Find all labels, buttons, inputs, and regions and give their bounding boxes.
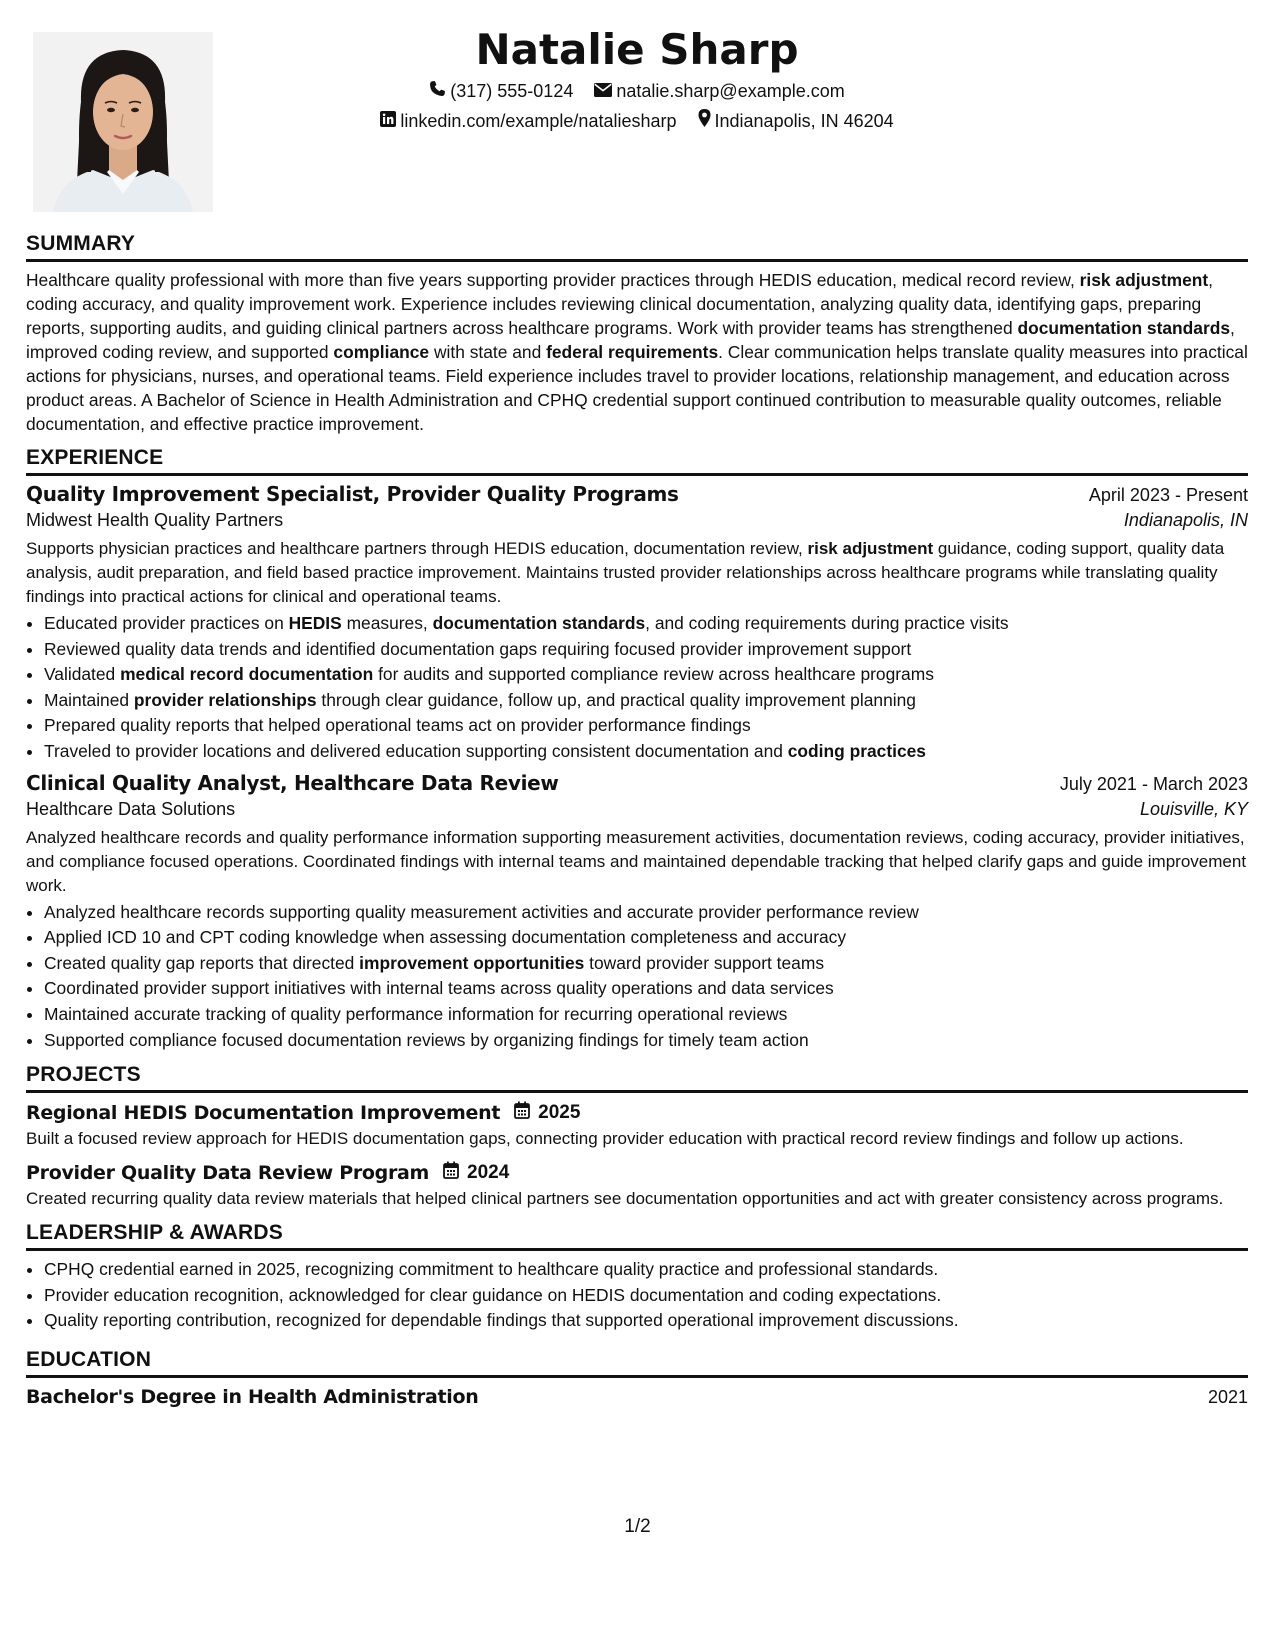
page-number: 1/2	[624, 1516, 651, 1537]
contact-linkedin[interactable]	[380, 106, 676, 136]
job-location: Louisville, KY	[1139, 798, 1248, 819]
education-year: 2021	[1207, 1386, 1248, 1407]
section-title-experience: EXPERIENCE	[26, 446, 1248, 476]
job-entry	[26, 771, 1248, 1054]
experience-section	[26, 446, 1248, 1053]
job-company: Midwest Health Quality Partners	[26, 510, 284, 530]
calendar-icon	[443, 1161, 459, 1184]
job-title: Clinical Quality Analyst, Healthcare Data Review	[26, 770, 559, 795]
candidate-name: Natalie Sharp	[475, 25, 799, 74]
project-entry	[26, 1101, 1248, 1151]
education-section	[26, 1348, 1248, 1408]
job-bullets	[26, 900, 1248, 1054]
leadership-section	[26, 1221, 1248, 1334]
summary-text: Healthcare quality professional with more than five years supporting provider practices through HEDIS education, medical record review, risk adjustment, coding accuracy, and quality improvement work. Experience includes reviewing clinical documentation, analyzing quality data, identifying gaps, preparing reports, supporting audits, and guiding clinical partners across healthcare programs. Work with provider teams has strengthened documentation standards, improved coding review, and supported compliance with state and federal requirements. Clear communication helps translate quality measures into practical actions for physicians, nurses, and operational teams. Field experience includes travel to provider locations, relationship management, and education across product areas. A Bachelor of Science in Health Administration and CPHQ credential support continued contribution to measurable quality outcomes, reliable documentation, and effective practice improvement.	[26, 270, 1248, 434]
list-item: • Reviewed quality data trends and identified documentation gaps requiring focused provider improvement support	[44, 637, 1248, 663]
project-title: Regional HEDIS Documentation Improvement	[26, 1101, 501, 1124]
project-description: Built a focused review approach for HEDIS documentation gaps, connecting provider education with practical record review findings and follow up actions.	[26, 1129, 1184, 1149]
phone-text: (317) 555-0124	[450, 81, 574, 101]
list-item: • Supported compliance focused documentation reviews by organizing findings for timely team action	[44, 1028, 1248, 1054]
calendar-icon	[514, 1101, 530, 1124]
phone-icon	[429, 76, 446, 106]
envelope-icon	[594, 76, 612, 106]
section-title-projects: PROJECTS	[26, 1063, 1248, 1093]
resume-header	[26, 20, 1248, 220]
project-title: Provider Quality Data Review Program	[26, 1161, 430, 1184]
contact-email[interactable]	[594, 76, 844, 106]
project-description: Created recurring quality data review materials that helped clinical partners see documentation opportunities and act with greater consistency across programs.	[26, 1189, 1224, 1209]
project-year: 2024	[467, 1161, 510, 1183]
project-year: 2025	[538, 1101, 581, 1123]
profile-photo	[33, 32, 213, 212]
leadership-list	[26, 1257, 1248, 1334]
job-description: Analyzed healthcare records and quality performance information supporting measurement activities, documentation reviews, coding accuracy, provider initiatives, and compliance focused operations. Coordinated findings with internal teams and maintained dependable tracking that helped clarify gaps and guide improvement work.	[26, 827, 1247, 895]
list-item: • Created quality gap reports that directed improvement opportunities toward provider support teams	[44, 951, 1248, 977]
job-bullets	[26, 611, 1248, 765]
section-title-leadership: LEADERSHIP & AWARDS	[26, 1221, 1248, 1251]
resume-page	[26, 20, 1248, 1418]
list-item: • Validated medical record documentation for audits and supported compliance review across healthcare programs	[44, 662, 1248, 688]
linkedin-text: linkedin.com/example/nataliesharp	[400, 111, 677, 131]
map-pin-icon	[698, 106, 711, 136]
list-item: • Provider education recognition, acknowledged for clear guidance on HEDIS documentation and coding expectations.	[44, 1283, 1248, 1309]
education-degree: Bachelor's Degree in Health Administration	[26, 1385, 479, 1408]
job-date: April 2023 - Present	[1088, 485, 1248, 505]
list-item: • Quality reporting contribution, recognized for dependable findings that supported operational improvement discussions.	[44, 1308, 1248, 1334]
list-item: • Maintained accurate tracking of quality performance information for recurring operational reviews	[44, 1002, 1248, 1028]
location-text: Indianapolis, IN 46204	[714, 111, 894, 131]
job-entry	[26, 482, 1248, 765]
email-text: natalie.sharp@example.com	[616, 81, 845, 101]
job-company: Healthcare Data Solutions	[26, 798, 236, 819]
list-item: • Coordinated provider support initiatives with internal teams across quality operations and data services	[44, 976, 1248, 1002]
contact-phone[interactable]	[429, 76, 573, 106]
section-title-education: EDUCATION	[26, 1348, 1248, 1378]
job-date: July 2021 - March 2023	[1059, 773, 1248, 794]
list-item: • Traveled to provider locations and delivered education supporting consistent documentation and coding practices	[44, 739, 1248, 765]
list-item: • CPHQ credential earned in 2025, recognizing commitment to healthcare quality practice and professional standards.	[44, 1257, 1248, 1283]
summary-section	[26, 232, 1248, 436]
contact-location	[698, 106, 894, 136]
job-title: Quality Improvement Specialist, Provider Quality Programs	[26, 482, 679, 506]
project-entry	[26, 1161, 1248, 1211]
list-item: • Educated provider practices on HEDIS measures, documentation standards, and coding requirements during practice visits	[44, 611, 1248, 637]
list-item: • Analyzed healthcare records supporting quality measurement activities and accurate provider performance review	[44, 900, 1248, 926]
list-item: • Applied ICD 10 and CPT coding knowledge when assessing documentation completeness and accuracy	[44, 925, 1248, 951]
projects-section	[26, 1063, 1248, 1211]
list-item: • Maintained provider relationships through clear guidance, follow up, and practical quality improvement planning	[44, 688, 1248, 714]
list-item: • Prepared quality reports that helped operational teams act on provider performance findings	[44, 713, 1248, 739]
job-description: Supports physician practices and healthcare partners through HEDIS education, documentation review, risk adjustment guidance, coding support, quality data analysis, audit preparation, and field based practice improvement. Maintains trusted provider relationships across healthcare programs while translating quality findings into practical actions for clinical and operational teams.	[26, 539, 1225, 606]
section-title-summary: SUMMARY	[26, 232, 1248, 262]
linkedin-icon	[380, 106, 396, 136]
job-location: Indianapolis, IN	[1123, 510, 1248, 530]
